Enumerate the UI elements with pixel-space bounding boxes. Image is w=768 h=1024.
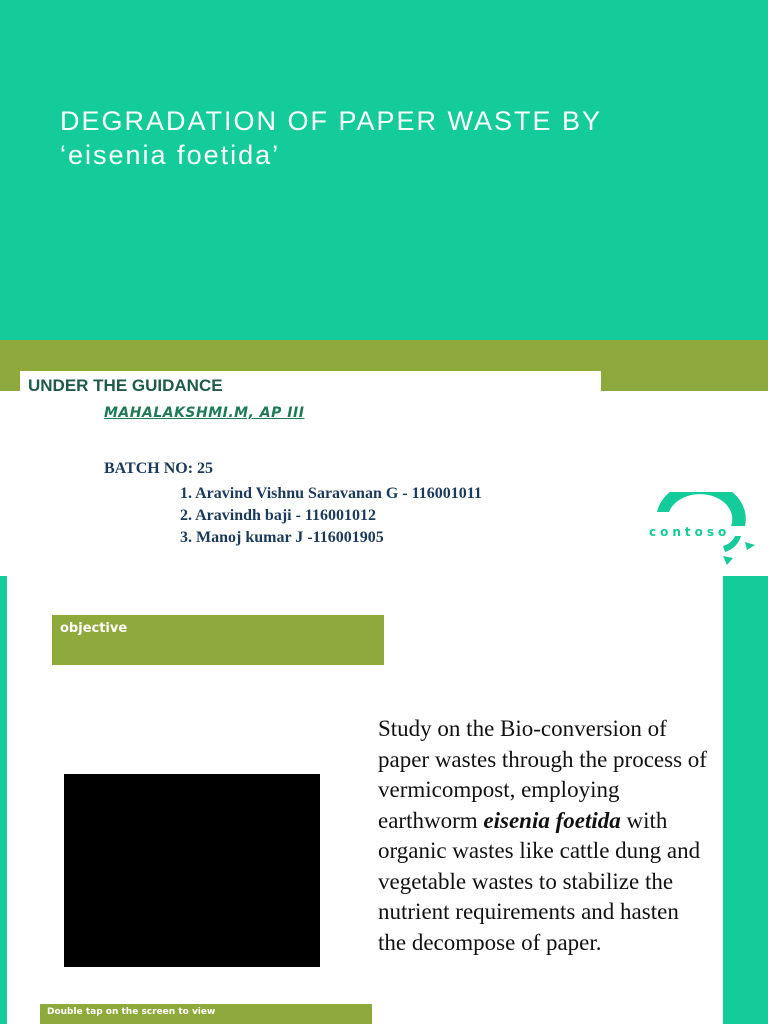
contoso-logo xyxy=(645,492,757,570)
media-placeholder[interactable] xyxy=(64,774,320,967)
guide-name: MAHALAKSHMI.M, AP III xyxy=(104,405,305,421)
objective-text-part2: with organic wastes like cattle dung and vegetable wastes to stabilize the nutrient requirements and hasten the decompose of paper. xyxy=(378,807,701,955)
team-member: 1. Aravind Vishnu Saravanan G - 116001011 xyxy=(180,485,482,502)
double-tap-hint: Double tap on the screen to view xyxy=(47,1007,216,1017)
team-member: 3. Manoj kumar J -116001905 xyxy=(180,529,384,546)
objective-text-part1: Study on the Bio-conversion of paper wastes through the process of vermicompost, employing earthworm xyxy=(378,716,707,833)
left-accent-bar xyxy=(0,576,7,1024)
batch-number: BATCH NO: 25 xyxy=(104,460,214,477)
slide-title-line1: DEGRADATION OF PAPER WASTE BY xyxy=(60,106,603,136)
species-name: eisenia foetida xyxy=(483,807,621,833)
right-accent-bar xyxy=(723,576,768,1024)
team-member: 2. Aravindh baji - 116001012 xyxy=(180,507,377,524)
logo-arc xyxy=(657,492,746,526)
objective-label: objective xyxy=(60,621,128,636)
objective-text xyxy=(378,714,708,958)
logo-text: contoso xyxy=(649,525,731,539)
slide-title-line2: ‘eisenia foetida’ xyxy=(60,140,281,170)
logo-triangle xyxy=(723,556,733,565)
team-member-list xyxy=(180,483,482,549)
guidance-heading: UNDER THE GUIDANCE xyxy=(28,376,223,395)
logo-triangle xyxy=(745,542,755,550)
slide-title xyxy=(60,104,602,172)
